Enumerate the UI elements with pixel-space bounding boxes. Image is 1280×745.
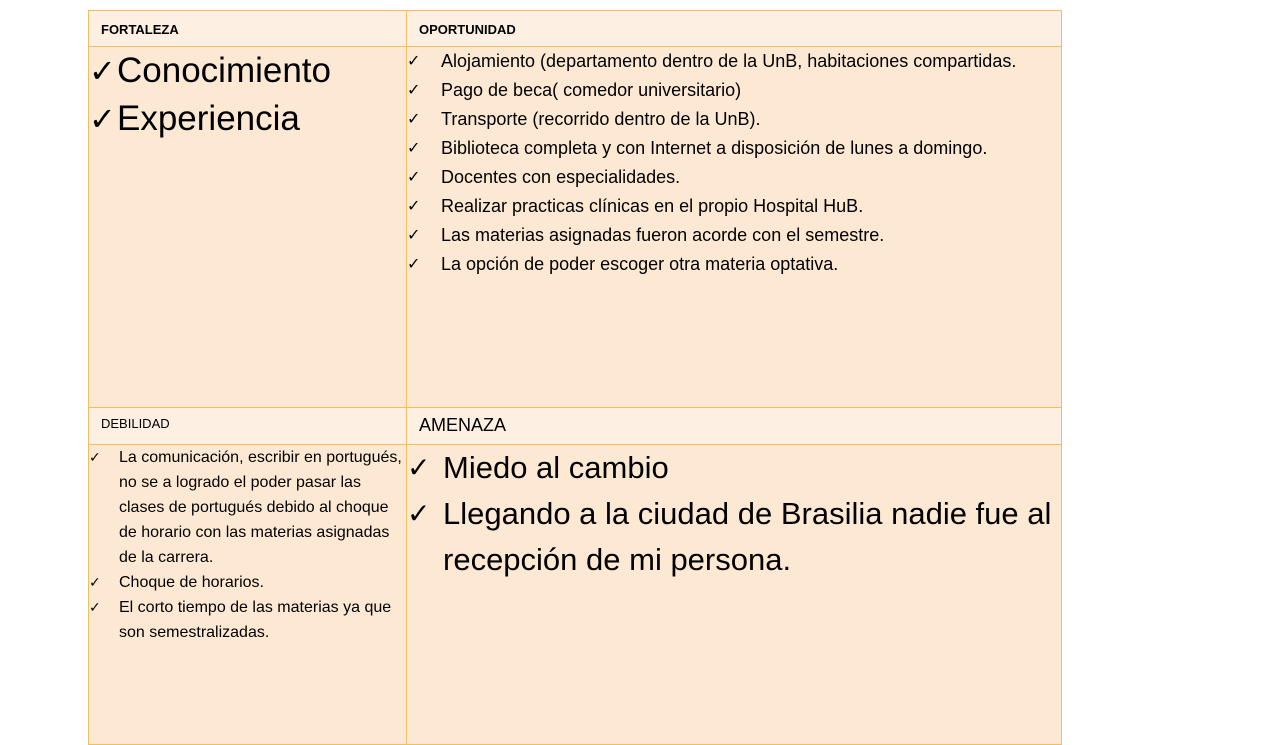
list-item: ✓ Conocimiento (89, 47, 406, 95)
debilidad-header: DEBILIDAD (101, 416, 170, 431)
list-item: ✓ Docentes con especialidades. (407, 163, 1061, 192)
list-item: ✓ Pago de beca( comedor universitario) (407, 76, 1061, 105)
list-item: ✓ Miedo al cambio (407, 445, 1061, 491)
check-icon: ✓ (89, 574, 101, 590)
list-item: ✓ Transporte (recorrido dentro de la UnB). (407, 105, 1061, 134)
oportunidad-list (407, 47, 1061, 279)
list-item: ✓ Choque de horarios. (89, 570, 406, 595)
check-icon: ✓ (89, 449, 101, 465)
check-icon: ✓ (407, 452, 431, 483)
debilidad-cell (89, 445, 407, 745)
list-item: ✓ Llegando a la ciudad de Brasilia nadie fue al recepción de mi persona. (407, 491, 1061, 583)
amenaza-cell (407, 445, 1062, 745)
oportunidad-cell (407, 47, 1062, 408)
amenaza-header-cell (407, 408, 1062, 445)
debilidad-header-cell (89, 408, 407, 445)
debilidad-list (89, 445, 406, 645)
list-item: ✓ La comunicación, escribir en portugués, no se a logrado el poder pasar las clases de portugués debido al choque de horario con las materias asignadas de la carrera. (89, 445, 406, 570)
check-icon: ✓ (89, 53, 116, 89)
list-item: ✓ Experiencia (89, 95, 406, 143)
check-icon: ✓ (89, 599, 101, 615)
check-icon: ✓ (407, 498, 431, 529)
list-item: ✓ La opción de poder escoger otra materia optativa. (407, 250, 1061, 279)
fortaleza-cell (89, 47, 407, 408)
list-item: ✓ Biblioteca completa y con Internet a disposición de lunes a domingo. (407, 134, 1061, 163)
fortaleza-header: FORTALEZA (101, 22, 179, 37)
oportunidad-header: OPORTUNIDAD (419, 22, 516, 37)
check-icon: ✓ (407, 169, 421, 186)
check-icon: ✓ (407, 256, 421, 273)
check-icon: ✓ (407, 140, 421, 157)
check-icon: ✓ (407, 111, 421, 128)
fortaleza-header-cell (89, 11, 407, 47)
foda-table (88, 10, 1062, 745)
fortaleza-list (89, 47, 406, 143)
check-icon: ✓ (407, 82, 421, 99)
amenaza-header: AMENAZA (419, 415, 507, 435)
list-item: ✓ Las materias asignadas fueron acorde con el semestre. (407, 221, 1061, 250)
check-icon: ✓ (407, 227, 421, 244)
check-icon: ✓ (407, 53, 421, 70)
amenaza-list (407, 445, 1061, 583)
list-item: ✓ El corto tiempo de las materias ya que son semestralizadas. (89, 595, 406, 645)
oportunidad-header-cell (407, 11, 1062, 47)
check-icon: ✓ (89, 101, 116, 137)
list-item: ✓ Alojamiento (departamento dentro de la UnB, habitaciones compartidas. (407, 47, 1061, 76)
list-item: ✓ Realizar practicas clínicas en el propio Hospital HuB. (407, 192, 1061, 221)
check-icon: ✓ (407, 198, 421, 215)
